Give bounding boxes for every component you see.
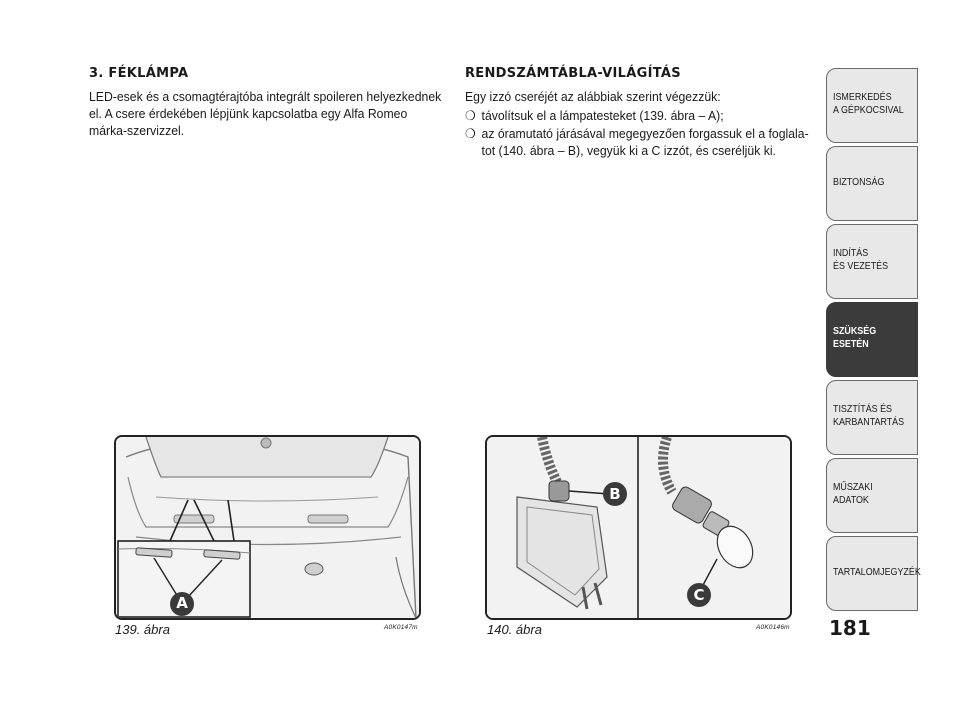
step-text: távolítsuk el a lámpatesteket (139. ábra – A); (481, 108, 724, 123)
callout-label-c: C (693, 586, 705, 604)
tab-maintenance[interactable] (826, 380, 918, 455)
section-heading: 3. FÉKLÁMPA (89, 66, 189, 81)
tab-technical-data[interactable] (826, 458, 918, 533)
tab-label: MŰSZAKI ADATOK (833, 481, 873, 506)
figure-code: A0K0146m (756, 624, 790, 631)
tab-in-emergency[interactable] (826, 302, 918, 377)
bullet-icon: ❍ (465, 126, 476, 141)
tab-safety[interactable] (826, 146, 918, 221)
list-item (465, 125, 815, 159)
bulb-holder-illustration (487, 437, 790, 618)
rear-bumper-illustration (116, 437, 419, 618)
section-heading: RENDSZÁMTÁBLA-VILÁGÍTÁS (465, 66, 681, 81)
callout-label-a: A (176, 594, 188, 612)
tab-label: ISMERKEDÉS A GÉPKOCSIVAL (833, 91, 904, 116)
steps-list (465, 107, 815, 159)
figure-139-rear-bumper (114, 435, 421, 620)
bullet-icon: ❍ (465, 108, 476, 123)
section-paragraph: LED-esek és a csomagtérajtóba integrált spoileren helyezkednek el. A csere érdekében lépjünk kapcsolatba egy Alfa Romeo márka-szervizzel. (89, 89, 442, 138)
list-item (465, 107, 815, 124)
step-text: az óramutató járásával megegyezően forgassuk el a foglala-tot (140. ábra – B), vegyük ki a C izzót, és cseréljük ki. (481, 126, 809, 158)
figure-caption: 140. ábra (487, 622, 542, 637)
section-intro: Egy izzó cseréjét az alábbiak szerint végezzük: (465, 89, 721, 104)
tab-index[interactable] (826, 536, 921, 611)
tab-label: TISZTÍTÁS ÉS KARBANTARTÁS (833, 403, 905, 428)
tab-label: BIZTONSÁG (833, 176, 885, 188)
figure-caption: 139. ábra (115, 622, 170, 637)
tab-label: SZÜKSÉG ESETÉN (833, 325, 877, 350)
section-brake-light (89, 66, 445, 139)
chapter-tabs (826, 68, 921, 614)
tab-getting-to-know-car[interactable] (826, 68, 918, 143)
figure-140-bulb-holder (485, 435, 792, 620)
section-license-plate-light (465, 66, 815, 160)
figure-code: A0K0147m (384, 624, 418, 631)
page-number: 181 (829, 616, 871, 640)
tab-label: INDÍTÁS ÉS VEZETÉS (833, 247, 889, 272)
tab-label: TARTALOMJEGYZÉK (833, 566, 921, 578)
callout-label-b: B (609, 485, 621, 503)
tab-starting-driving[interactable] (826, 224, 918, 299)
